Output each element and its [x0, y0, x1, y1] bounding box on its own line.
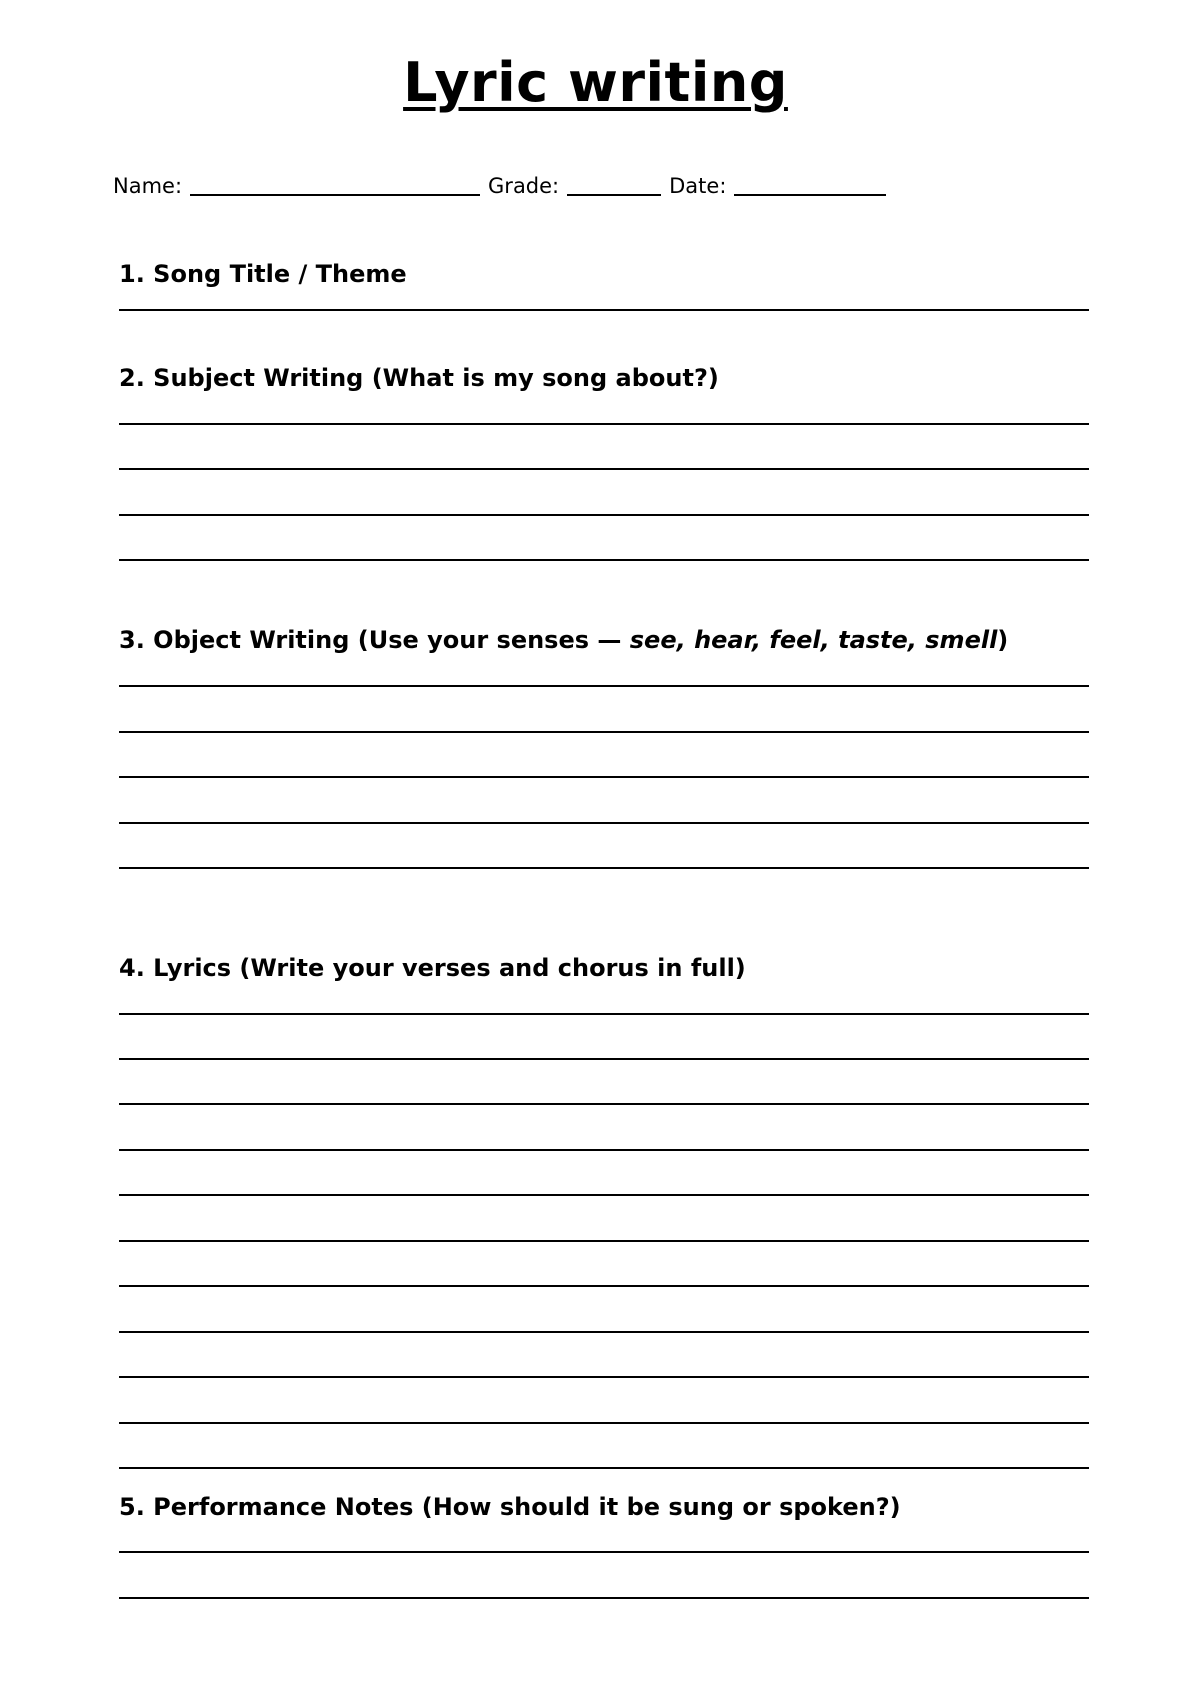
answer-line[interactable]: [119, 685, 1089, 687]
answer-line[interactable]: [119, 1149, 1089, 1151]
worksheet-title: Lyric writing: [403, 51, 788, 114]
student-info-row: [113, 168, 894, 200]
answer-line[interactable]: [119, 1422, 1089, 1424]
date-label: Date:: [669, 174, 727, 198]
answer-line[interactable]: [119, 1240, 1089, 1242]
date-blank[interactable]: [734, 172, 886, 196]
answer-line[interactable]: [119, 309, 1089, 311]
answer-line[interactable]: [119, 468, 1089, 470]
name-label: Name:: [113, 174, 183, 198]
answer-line[interactable]: [119, 1058, 1089, 1060]
answer-line[interactable]: [119, 822, 1089, 824]
answer-line[interactable]: [119, 1194, 1089, 1196]
answer-line[interactable]: [119, 514, 1089, 516]
answer-line[interactable]: [119, 776, 1089, 778]
answer-line[interactable]: [119, 1376, 1089, 1378]
section-4-heading: 4. Lyrics (Write your verses and chorus in full): [119, 954, 746, 982]
section-5-heading: 5. Performance Notes (How should it be sung or spoken?): [119, 1493, 901, 1521]
section-3-heading: [119, 623, 1008, 657]
answer-line[interactable]: [119, 1013, 1089, 1015]
answer-line[interactable]: [119, 1597, 1089, 1599]
answer-line[interactable]: [119, 731, 1089, 733]
section-3-heading-senses: see, hear, feel, taste, smell: [629, 626, 998, 654]
section-2-heading: 2. Subject Writing (What is my song about?): [119, 364, 719, 392]
name-blank[interactable]: [190, 172, 480, 196]
answer-line[interactable]: [119, 1285, 1089, 1287]
section-3-heading-suffix: ): [997, 626, 1009, 654]
answer-line[interactable]: [119, 867, 1089, 869]
grade-blank[interactable]: [567, 172, 661, 196]
answer-line[interactable]: [119, 559, 1089, 561]
grade-label: Grade:: [488, 174, 560, 198]
answer-line[interactable]: [119, 1551, 1089, 1553]
answer-line[interactable]: [119, 1103, 1089, 1105]
section-1-heading: 1. Song Title / Theme: [119, 260, 407, 288]
answer-line[interactable]: [119, 1467, 1089, 1469]
answer-line[interactable]: [119, 423, 1089, 425]
answer-line[interactable]: [119, 1331, 1089, 1333]
section-3-heading-prefix: 3. Object Writing (Use your senses —: [119, 626, 630, 654]
